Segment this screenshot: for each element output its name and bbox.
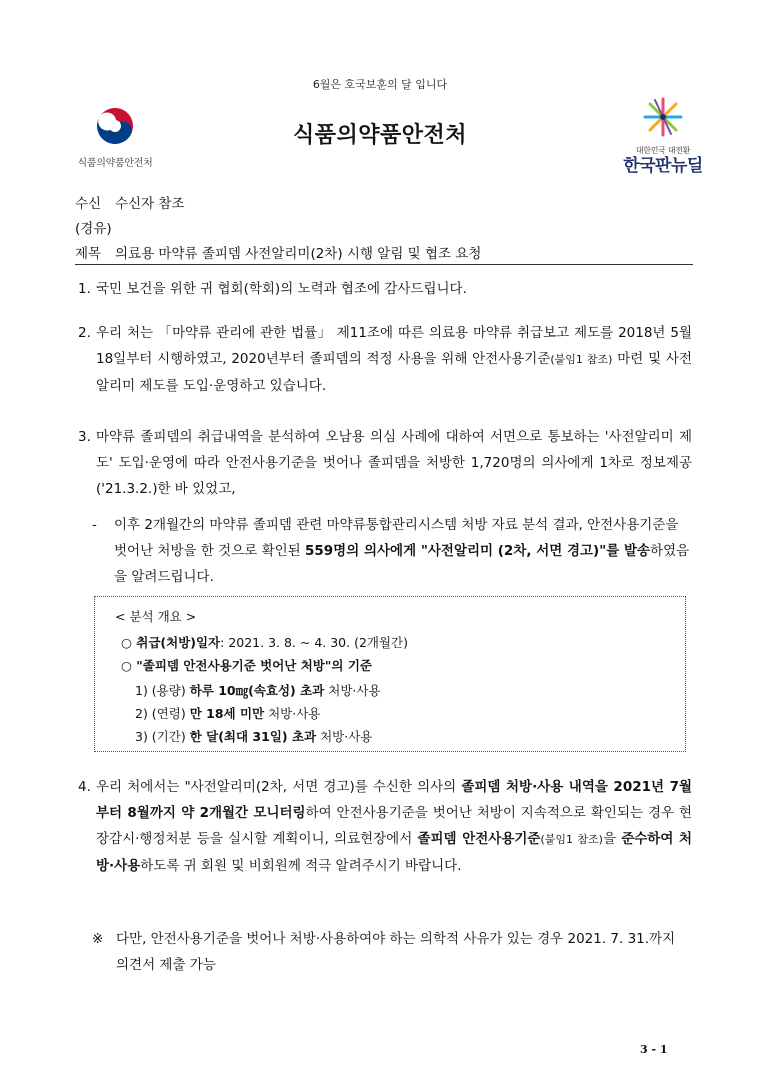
via-line: (경유)	[75, 221, 112, 237]
note-mark: ※	[92, 931, 104, 947]
recipient-label: 수신	[75, 196, 102, 212]
criteria-item: 2) (연령) 만 18세 미만 처방·사용	[135, 706, 321, 721]
recipient-value: 수신자 참조	[115, 196, 185, 212]
attachment-reference: (붙임1 참조)	[550, 353, 613, 366]
footnote	[92, 926, 692, 978]
dash-bullet: -	[92, 517, 97, 533]
paragraph-number: 4.	[78, 779, 91, 795]
paragraph-text: 우리 처에서는 "사전알리미(2차, 서면 경고)를 수신한 의사의 졸피뎀 처방·사용 내역을 2021년 7월부터 8월까지 약 2개월간 모니터링하여 안전사용기준을 벗어난 처방이 지속적으로 확인되는 경우 현장감시·행정처분 등을 실시할 계획이니, 의료현장에서 졸피뎀 안전사용기준(붙임1 참조)을 준수하여 처방·사용하도록 귀 회원 및 비회원께 적극 알려주시기 바랍니다.	[96, 779, 693, 874]
campaign-slogan: 대한민국 대전환	[635, 146, 691, 155]
new-deal-star-icon	[641, 95, 685, 139]
paragraph-1	[78, 276, 692, 302]
paragraph-3-subitem	[92, 512, 692, 590]
subject-line	[75, 242, 481, 262]
motto: 6월은 호국보훈의 달 입니다	[312, 78, 448, 91]
highlight-text: 559명의 의사에게 "사전알리미 (2차, 서면 경고)"를 발송	[305, 543, 651, 559]
analysis-summary-box	[94, 596, 686, 752]
logo-caption: 식품의약품안전처	[77, 158, 153, 169]
paragraph-2	[78, 320, 692, 399]
paragraph-number: 3.	[78, 429, 91, 445]
org-title: 식품의약품안전처	[292, 123, 468, 148]
box-title: < 분석 개요 >	[115, 609, 197, 624]
subject-value: 의료용 마약류 졸피뎀 사전알리미(2차) 시행 알림 및 협조 요청	[115, 246, 482, 262]
paragraph-number: 1.	[78, 281, 91, 297]
campaign-name: 한국판뉴딜	[623, 156, 703, 176]
subitem-text: 이후 2개월간의 마약류 졸피뎀 관련 마약류통합관리시스템 처방 자료 분석 결과, 안전사용기준을 벗어난 처방을 한 것으로 확인된 559명의 의사에게 "사전알리미 (2차, 서면 경고)"를 발송하였음을 알려드립니다.	[114, 517, 690, 585]
subject-label: 제목	[75, 246, 102, 262]
criteria-item: 3) (기간) 한 달(최대 31일) 초과 처방·사용	[135, 729, 373, 744]
criteria-item: 1) (용량) 하루 10㎎(속효성) 초과 처방·사용	[135, 683, 381, 698]
criteria-heading: ○ "졸피뎀 안전사용기준 벗어난 처방"의 기준	[121, 658, 372, 673]
note-text: 다만, 안전사용기준을 벗어나 처방·사용하여야 하는 의학적 사유가 있는 경우 2021. 7. 31.까지 의견서 제출 가능	[116, 931, 676, 973]
attachment-reference: (붙임1 참조)	[540, 833, 603, 846]
recipient-line	[75, 192, 185, 212]
paragraph-3	[78, 424, 692, 502]
paragraph-text: 마약류 졸피뎀의 취급내역을 분석하여 오남용 의심 사례에 대하여 서면으로 통보하는 '사전알리미 제도' 도입·운영에 따라 안전사용기준을 벗어나 졸피뎀을 처방한 1,720명의 의사에게 1차로 정보제공('21.3.2.)한 바 있었고,	[96, 429, 692, 497]
paragraph-text: 우리 처는 「마약류 관리에 관한 법률」 제11조에 따른 의료용 마약류 취급보고 제도를 2018년 5월 18일부터 시행하였고, 2020년부터 졸피뎀의 적정 사용을 위해 안전사용기준(붙임1 참조) 마련 및 사전알리미 제도를 도입·운영하고 있습니다.	[96, 325, 692, 394]
header-divider	[75, 264, 693, 265]
period-line: ○ 취급(처방)일자: 2021. 3. 8. ~ 4. 30. (2개월간)	[121, 635, 409, 650]
paragraph-text: 국민 보건을 위한 귀 협회(학회)의 노력과 협조에 감사드립니다.	[96, 281, 467, 297]
page-number: 3 - 1	[640, 1043, 668, 1056]
paragraph-number: 2.	[78, 325, 91, 341]
korean-new-deal-logo	[608, 95, 718, 176]
paragraph-4	[78, 774, 692, 879]
